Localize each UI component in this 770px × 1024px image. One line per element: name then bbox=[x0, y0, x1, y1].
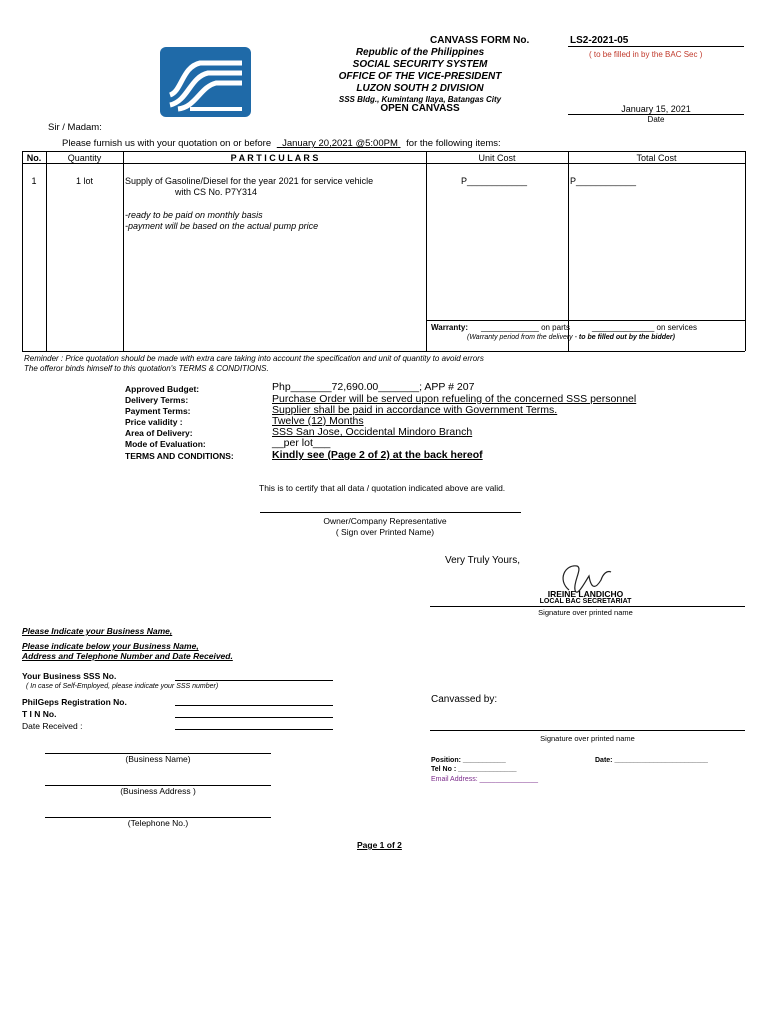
mode-evaluation-label: Mode of Evaluation: bbox=[125, 439, 206, 449]
header-particulars: P A R T I C U L A R S bbox=[230, 153, 319, 163]
intro-text: Please furnish us with your quotation on or before January 20,2021 @5:00PM for the following items: bbox=[62, 138, 501, 149]
closing: Very Truly Yours, bbox=[445, 555, 521, 566]
salutation: Sir / Madam: bbox=[48, 122, 102, 133]
certify-text: This is to certify that all data / quotation indicated above are valid. bbox=[259, 483, 506, 493]
row-note-2: -payment will be based on the actual pump price bbox=[125, 221, 319, 231]
approved-budget-value: Php_______72,690.00_______; APP # 207 bbox=[272, 381, 475, 393]
row-unit-cost[interactable]: P____________ bbox=[461, 176, 528, 186]
area-delivery-label: Area of Delivery: bbox=[125, 428, 193, 438]
warranty-parts[interactable]: _____________ on parts bbox=[481, 323, 570, 332]
secretariat-title: LOCAL BAC SECRETARIAT bbox=[539, 598, 632, 605]
terms-conditions-value: Kindly see (Page 2 of 2) at the back hereof bbox=[272, 449, 483, 461]
page-indicator: Page 1 of 2 bbox=[357, 840, 402, 850]
business-prompt-3: Address and Telephone Number and Date Received. bbox=[22, 651, 233, 661]
canvass-form-number: LS2-2021-05 bbox=[570, 35, 629, 46]
price-validity-label: Price validity : bbox=[125, 417, 183, 427]
republic-line: Republic of the Philippines bbox=[355, 47, 485, 58]
date-label: Date bbox=[647, 115, 665, 124]
reminder-line-1: Reminder : Price quotation should be made with extra care taking into account the specification and unit of quantity to avoid errors bbox=[24, 354, 484, 363]
owner-rep-label: Owner/Company Representative bbox=[323, 516, 447, 526]
bac-note: ( to be filled in by the BAC Sec ) bbox=[589, 50, 703, 59]
row-description-2: with CS No. P7Y314 bbox=[175, 187, 258, 197]
sss-note: ( In case of Self-Employed, please indicate your SSS number) bbox=[26, 683, 219, 690]
office-name: OFFICE OF THE VICE-PRESIDENT bbox=[338, 71, 502, 82]
header-no: No. bbox=[26, 153, 42, 163]
secretariat-sig-label: Signature over printed name bbox=[538, 608, 633, 617]
email-field[interactable]: Email Address: _______________ bbox=[431, 776, 539, 783]
row-no: 1 bbox=[31, 176, 37, 186]
header-total-cost: Total Cost bbox=[636, 153, 677, 163]
terms-conditions-label: TERMS AND CONDITIONS: bbox=[125, 451, 234, 461]
telephone-label: (Telephone No.) bbox=[127, 818, 189, 828]
warranty-note: (Warranty period from the delivery - to be filled out by the bidder) bbox=[467, 334, 675, 341]
reminder-line-2: The offeror binds himself to this quotation's TERMS & CONDITIONS. bbox=[24, 364, 269, 373]
division-name: LUZON SOUTH 2 DIVISION bbox=[356, 83, 484, 94]
canvass-type: OPEN CANVASS bbox=[380, 103, 460, 114]
canvassed-sig-label: Signature over printed name bbox=[540, 734, 635, 743]
office-address: SSS Bldg., Kumintang Ilaya, Batangas City bbox=[338, 95, 502, 104]
tin-label: T I N No. bbox=[22, 709, 57, 719]
delivery-terms-value: Purchase Order will be served upon refueling of the concerned SSS personnel bbox=[272, 393, 637, 405]
deadline: January 20,2021 @5:00PM bbox=[282, 138, 398, 149]
tel-field[interactable]: Tel No : _______________ bbox=[431, 766, 517, 773]
price-validity-value: Twelve (12) Months bbox=[272, 415, 364, 427]
position-field[interactable]: Position: ___________ bbox=[431, 757, 506, 764]
payment-terms-label: Payment Terms: bbox=[125, 406, 191, 416]
approved-budget-label: Approved Budget: bbox=[125, 384, 200, 394]
canvass-date: January 15, 2021 bbox=[621, 104, 691, 114]
warranty-label: Warranty: bbox=[431, 323, 469, 332]
canvass-form-label: CANVASS FORM No. bbox=[430, 35, 530, 46]
header-quantity: Quantity bbox=[67, 153, 102, 163]
date-field[interactable]: Date: ________________________ bbox=[595, 757, 708, 764]
business-address-label: (Business Address ) bbox=[120, 786, 196, 796]
philgeps-label: PhilGeps Registration No. bbox=[22, 697, 127, 707]
area-delivery-value: SSS San Jose, Occidental Mindoro Branch bbox=[272, 426, 473, 438]
delivery-terms-label: Delivery Terms: bbox=[125, 395, 189, 405]
mode-evaluation-value: __per lot___ bbox=[272, 437, 331, 449]
warranty-services[interactable]: ______________ on services bbox=[592, 323, 697, 332]
sss-label: Your Business SSS No. bbox=[22, 671, 117, 681]
payment-terms-value: Supplier shall be paid in accordance with Government Terms. bbox=[272, 404, 558, 416]
row-quantity: 1 lot bbox=[75, 176, 93, 186]
row-note-1: -ready to be paid on monthly basis bbox=[125, 210, 263, 220]
header-unit-cost: Unit Cost bbox=[478, 153, 516, 163]
row-total-cost[interactable]: P____________ bbox=[570, 176, 637, 186]
secretariat-name: IREINE LANDICHO bbox=[547, 589, 624, 599]
agency-name: SOCIAL SECURITY SYSTEM bbox=[352, 59, 488, 70]
date-received-label: Date Received : bbox=[22, 721, 83, 731]
sss-logo bbox=[160, 47, 251, 117]
business-prompt-2: Please indicate below your Business Name, bbox=[22, 641, 199, 651]
business-name-label: (Business Name) bbox=[125, 754, 191, 764]
business-prompt-1: Please Indicate your Business Name, bbox=[22, 626, 173, 636]
owner-rep-sign: ( Sign over Printed Name) bbox=[335, 527, 435, 537]
canvassed-by-label: Canvassed by: bbox=[431, 694, 498, 705]
row-description-1: Supply of Gasoline/Diesel for the year 2021 for service vehicle bbox=[125, 176, 374, 186]
